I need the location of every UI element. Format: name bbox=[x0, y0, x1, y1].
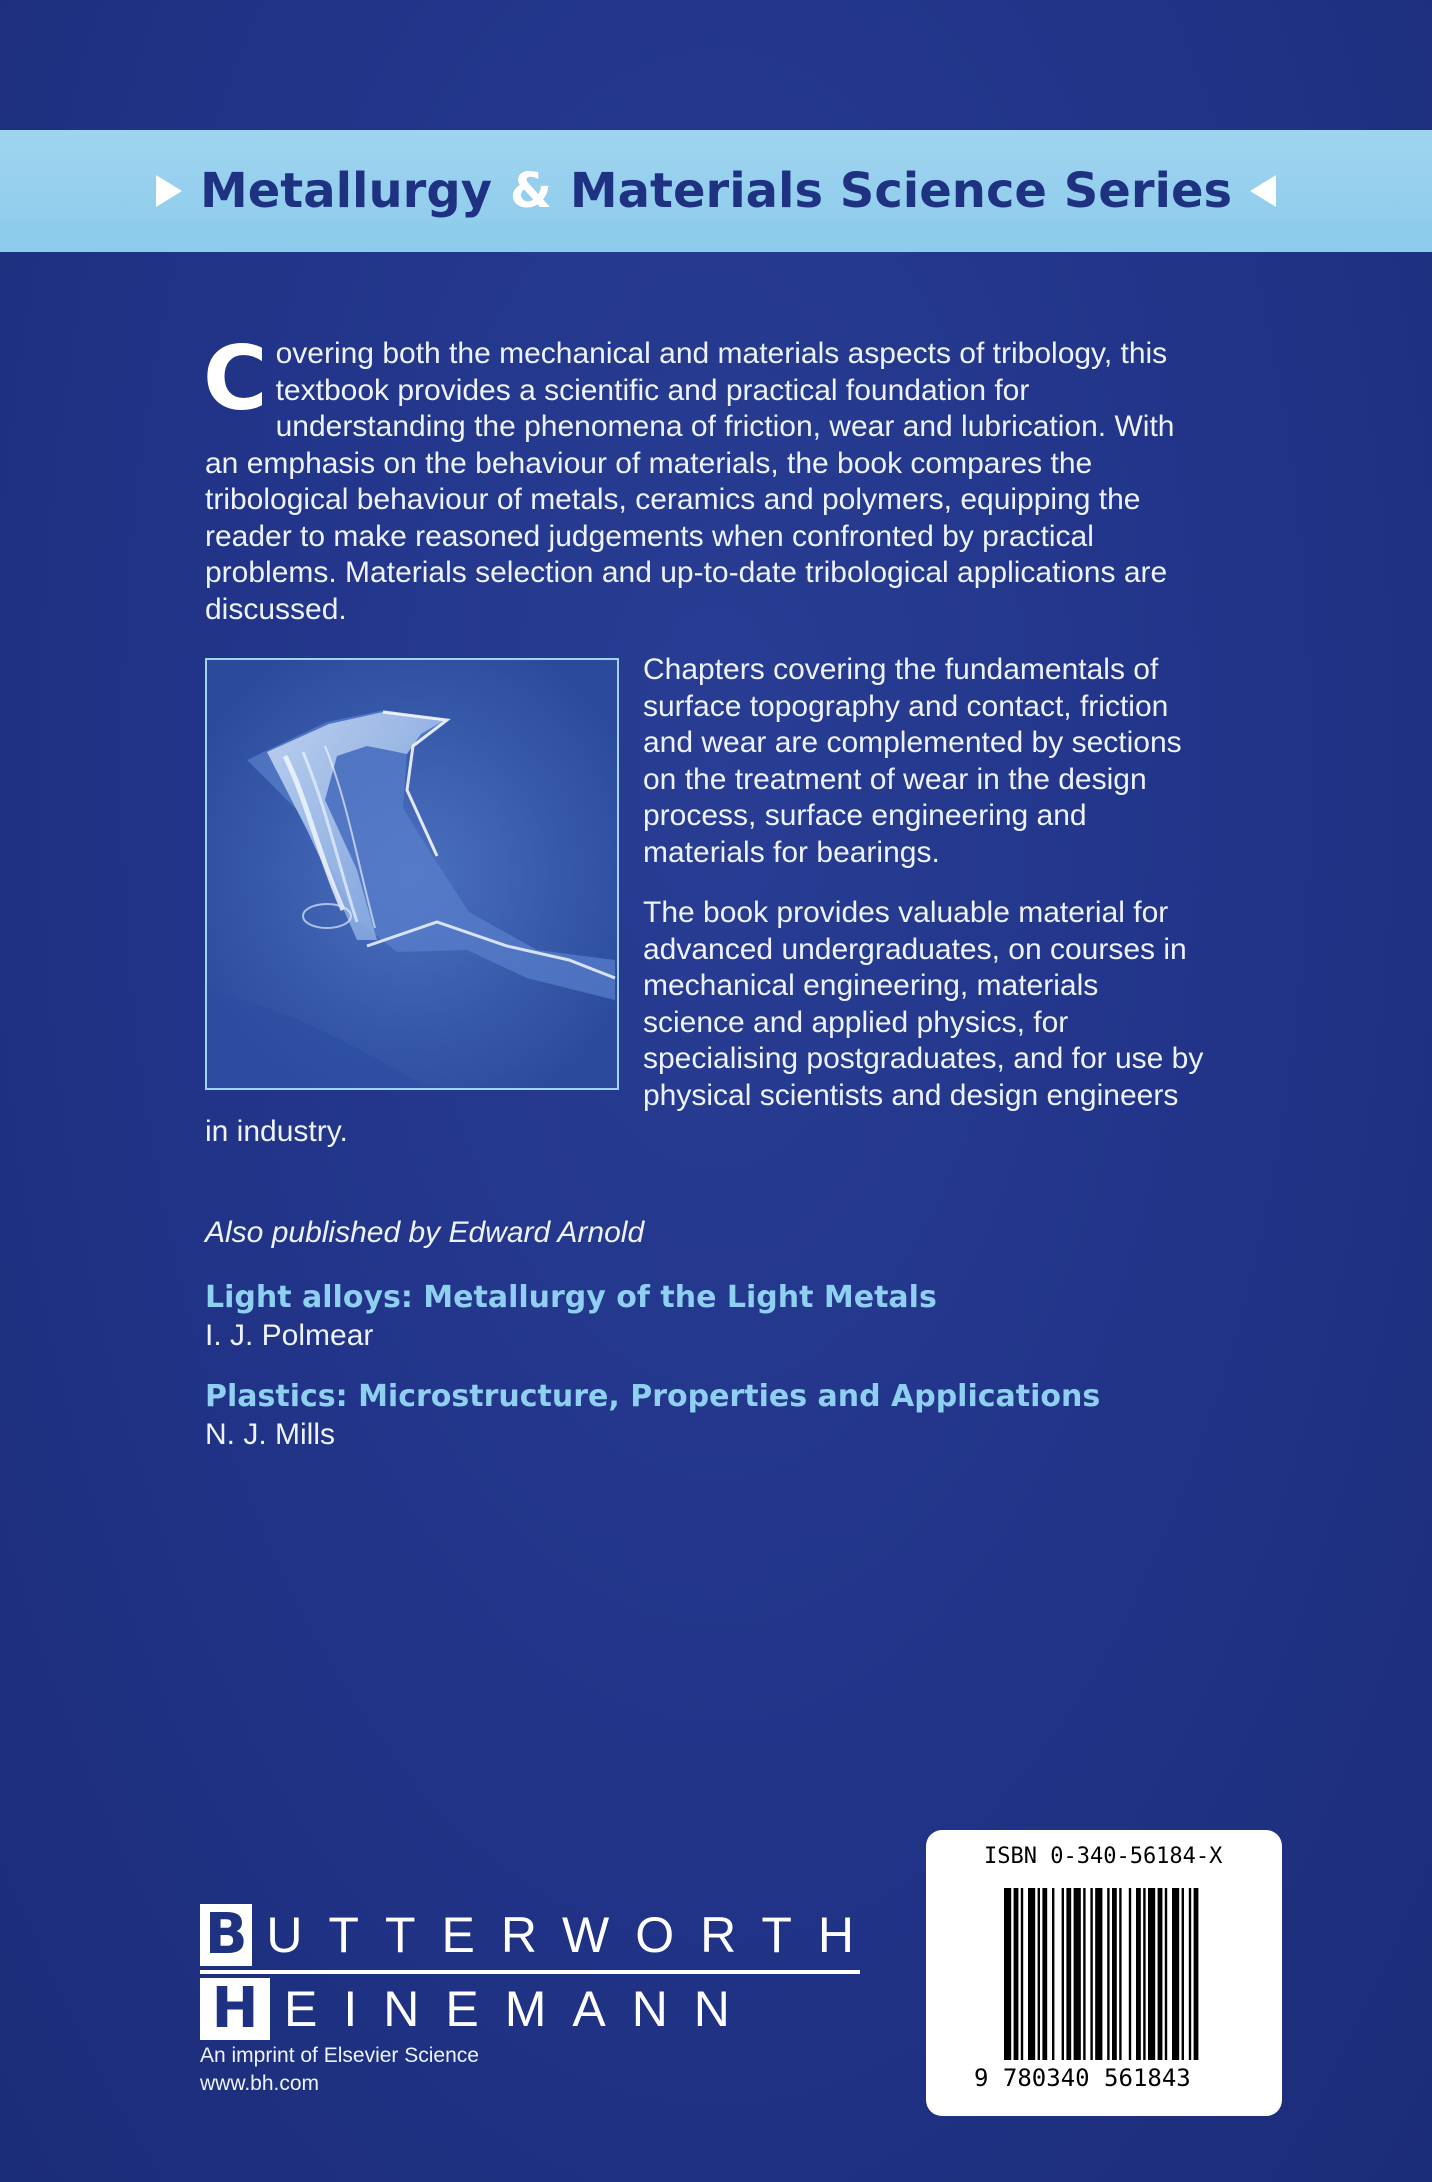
isbn-text: ISBN 0-340-56184-X bbox=[984, 1844, 1223, 1869]
description-paragraph-2: Chapters covering the fundamentals of surface topography and contact, friction and wear are complemented by sections on the treatment of wear in the design process, surface engineering and materials for bearings. bbox=[643, 653, 1182, 869]
also-published-heading: Also published by Edward Arnold bbox=[205, 1216, 645, 1249]
barcode-bar bbox=[1038, 1888, 1040, 2060]
barcode-card bbox=[926, 1830, 1282, 2116]
publisher-block bbox=[200, 1902, 880, 2098]
barcode-bar bbox=[1021, 1888, 1023, 2060]
barcode-bar bbox=[1014, 1888, 1019, 2060]
logo-text-heinemann: EINEMANN bbox=[284, 1981, 756, 2037]
related-book-title: Light alloys: Metallurgy of the Light Metals bbox=[205, 1280, 937, 1315]
triangle-left-icon bbox=[1250, 175, 1276, 207]
barcode-bar bbox=[1172, 1888, 1179, 2060]
barcode-bar bbox=[1052, 1888, 1054, 2060]
related-book-author: I. J. Polmear bbox=[205, 1319, 374, 1352]
series-title-part1: Metallurgy bbox=[199, 163, 492, 219]
barcode-bar bbox=[1112, 1888, 1117, 2060]
logo-initial-b: B bbox=[200, 1904, 252, 1966]
barcode-bar bbox=[1066, 1888, 1071, 2060]
barcode-bar bbox=[1158, 1888, 1163, 2060]
barcode-bar bbox=[1194, 1888, 1199, 2060]
ean-digits: 9 780340 561843 bbox=[974, 2064, 1191, 2092]
series-band bbox=[0, 130, 1432, 252]
also-published bbox=[205, 1216, 1205, 1478]
description-paragraph-3: The book provides valuable material for advanced undergraduates, on courses in mechanical engineering, materials science and applied physics, for specialising postgraduates, and for use by physical scientists and design engineers in industry. bbox=[205, 896, 1204, 1148]
series-title bbox=[156, 163, 1276, 219]
barcode-bar bbox=[1119, 1888, 1121, 2060]
related-book-title: Plastics: Microstructure, Properties and Applications bbox=[205, 1379, 1101, 1414]
micrograph-photo bbox=[205, 658, 619, 1090]
barcode-bar bbox=[1136, 1888, 1141, 2060]
barcode-bar bbox=[1143, 1888, 1145, 2060]
barcode-bar bbox=[1028, 1888, 1035, 2060]
series-title-part2: Materials Science Series bbox=[569, 163, 1233, 219]
barcode-bar bbox=[1129, 1888, 1131, 2060]
series-ampersand: & bbox=[510, 163, 552, 219]
barcode-bar bbox=[1083, 1888, 1085, 2060]
description-paragraph-1 bbox=[203, 327, 1205, 628]
drop-cap: C bbox=[203, 327, 268, 430]
logo-divider bbox=[200, 1970, 860, 1974]
barcode-bar bbox=[1182, 1888, 1184, 2060]
logo-text-butterworth: UTTERWORTH bbox=[266, 1907, 880, 1963]
barcode-bar bbox=[1074, 1888, 1081, 2060]
barcode-bar bbox=[1095, 1888, 1102, 2060]
micrograph-image bbox=[207, 660, 617, 1088]
barcode-bar bbox=[1090, 1888, 1092, 2060]
barcode-bar bbox=[1042, 1888, 1047, 2060]
logo-initial-h: H bbox=[200, 1978, 270, 2040]
barcode-bar bbox=[1107, 1888, 1109, 2060]
description-text-1: overing both the mechanical and materials aspects of tribology, this textbook provides a scientific and practical foundation for understanding the phenomena of friction, wear and lubrication. With an emphasis on the behaviour of materials, the book compares the tribological behaviour of metals, ceramics and polymers, equipping the reader to make reasoned judgements when confronted by practical problems. Materials selection and up-to-date tribological applications are discussed. bbox=[205, 337, 1175, 626]
book-description bbox=[203, 327, 1205, 1175]
triangle-right-icon bbox=[156, 175, 182, 207]
barcode-bar bbox=[1148, 1888, 1155, 2060]
barcode-bar bbox=[1004, 1888, 1011, 2060]
related-book-author: N. J. Mills bbox=[205, 1418, 335, 1451]
barcode-icon bbox=[1004, 1888, 1204, 2060]
publisher-logo-line-2 bbox=[200, 1976, 880, 2042]
publisher-logo-line-1 bbox=[200, 1902, 880, 1968]
publisher-website: www.bh.com bbox=[200, 2072, 320, 2095]
barcode-bar bbox=[1062, 1888, 1064, 2060]
publisher-imprint: An imprint of Elsevier Science bbox=[200, 2044, 479, 2067]
barcode-bar bbox=[1189, 1888, 1191, 2060]
barcode-bar bbox=[1165, 1888, 1167, 2060]
